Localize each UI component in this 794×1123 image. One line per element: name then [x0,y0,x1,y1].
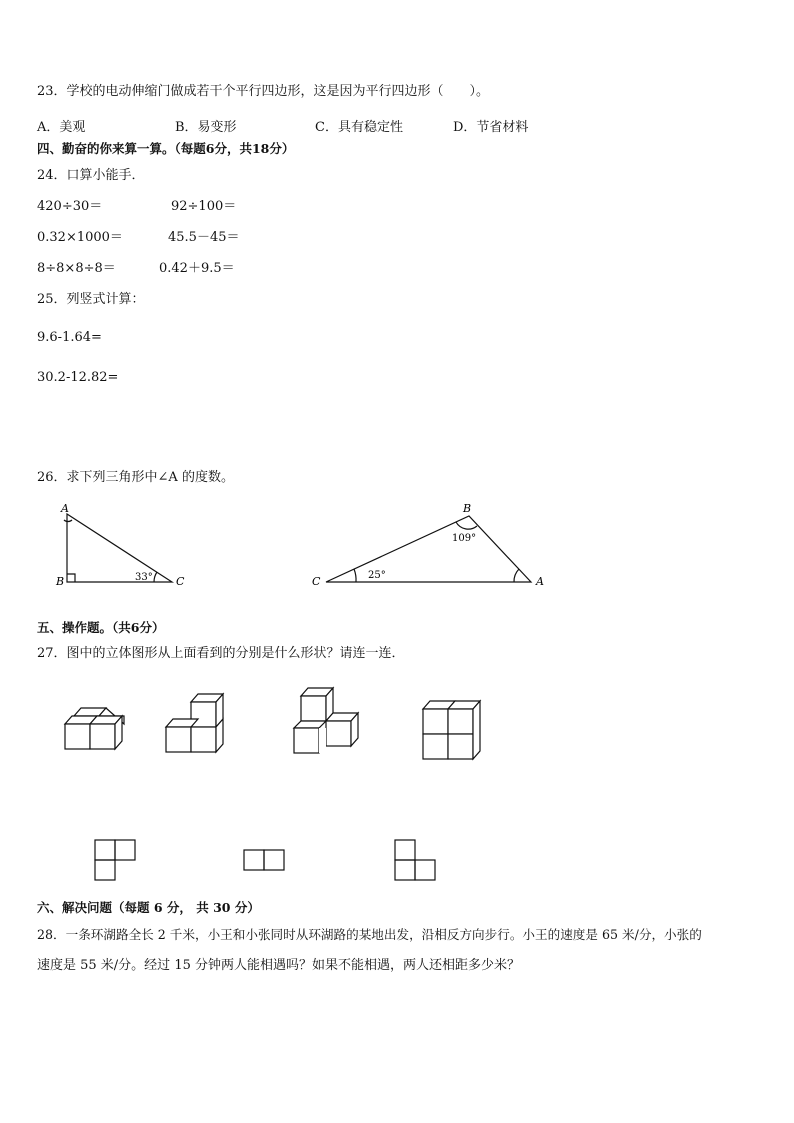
q25-item-1: 9.6-1.64= [37,330,102,345]
top-view-shape-2 [244,850,284,870]
obtuse-triangle-figure [326,516,531,582]
question-27-title: 27．图中的立体图形从上面看到的分别是什么形状？请连一连． [37,646,405,661]
q24-item-1: 420÷30＝ [37,199,103,214]
tri2-label-a: A [536,575,544,588]
tri2-angle-b: 109° [452,533,477,544]
q23-option-c: C．具有稳定性 [315,120,403,135]
tri1-angle-c: 33° [135,572,153,583]
q23-option-d: D．节省材料 [453,120,529,135]
question-25-title: 25．列竖式计算： [37,292,145,307]
q24-item-4: 45.5－45＝ [168,230,240,245]
top-view-shape-3 [395,840,435,880]
tri1-label-a: A [61,502,69,515]
question-23-text: 23．学校的电动伸缩门做成若干个平行四边形，这是因为平行四边形（ ）。 [37,84,490,99]
q24-item-3: 0.32×1000＝ [37,230,123,245]
q25-item-2: 30.2-12.82= [37,370,119,385]
tri2-label-b: B [463,502,472,515]
q23-option-a: A．美观 [37,120,86,135]
solid-figure-3 [294,688,358,753]
q24-item-5: 8÷8×8÷8＝ [37,261,116,276]
solid-figure-1 [65,708,124,749]
question-24-title: 24．口算小能手． [37,168,145,183]
tri1-label-c: C [176,575,185,588]
tri1-label-b: B [56,575,65,588]
q24-item-6: 0.42＋9.5＝ [159,261,235,276]
section-6-heading: 六、解决问题（每题 6 分， 共 30 分） [37,900,260,915]
question-26-title: 26．求下列三角形中∠A 的度数。 [37,470,234,485]
tri2-label-c: C [312,575,321,588]
section-4-heading: 四、勤奋的你来算一算。（每题6分，共18分） [37,141,295,156]
q24-item-2: 92÷100＝ [171,199,237,214]
right-triangle-figure [64,514,172,582]
top-view-shape-1 [95,840,135,880]
q23-option-b: B．易变形 [175,120,237,135]
section-5-heading: 五、操作题。（共6分） [37,620,165,635]
tri2-angle-c: 25° [368,570,386,581]
solid-figure-2 [166,694,223,752]
question-28-line-1: 28．一条环湖路全长 2 千米，小王和小张同时从环湖路的某地出发，沿相反方向步行。小王的速度是 65 米/分，小张的 [37,927,702,942]
solid-figure-4 [423,701,480,759]
question-28-line-2: 速度是 55 米/分。经过 15 分钟两人能相遇吗？如果不能相遇，两人还相距多少米？ [37,958,520,973]
